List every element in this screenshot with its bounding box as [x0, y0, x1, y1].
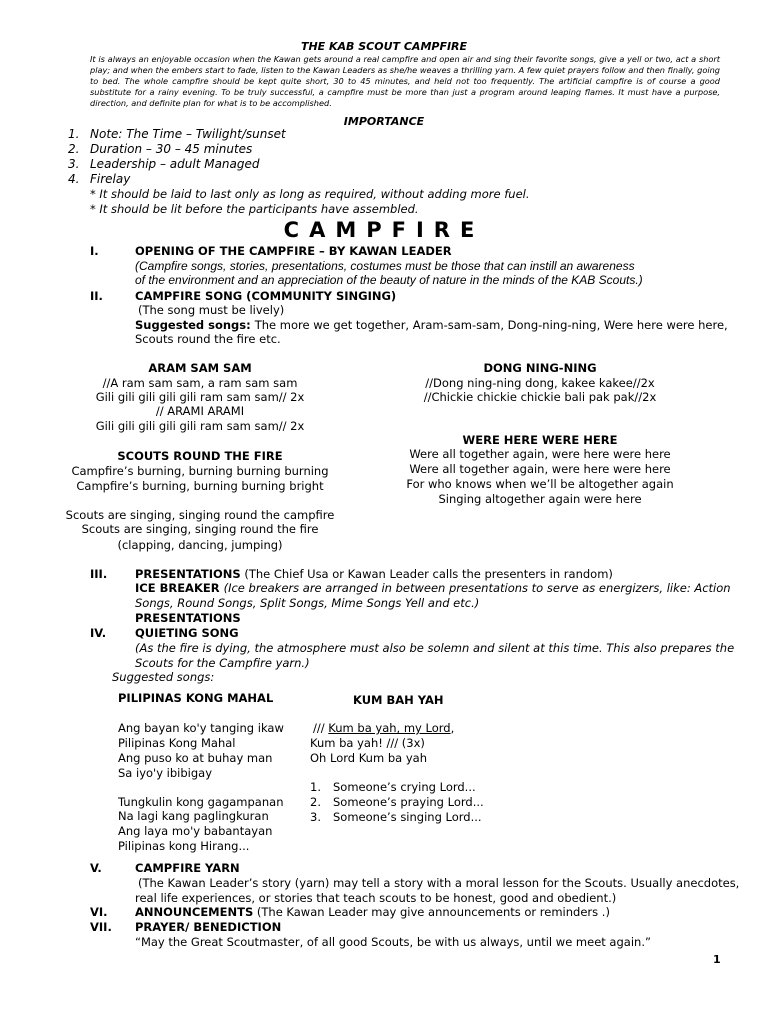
section-desc: (Campfire songs, stories, presentations, costumes must be those that can instill an awareness — [135, 259, 635, 273]
section-number: VI. — [90, 905, 108, 919]
section-desc: Scouts round the fire etc. — [135, 332, 281, 346]
song-line: Gili gili gili gili gili ram sam sam// 2x — [95, 419, 305, 433]
section-desc: (The Chief Usa or Kawan Leader calls the presenters in random) — [240, 567, 613, 581]
song-line: Ang laya mo'y babantayan — [118, 824, 273, 838]
section-title-campfire-yarn: CAMPFIRE YARN — [135, 861, 240, 875]
list-item: Someone’s crying Lord... — [333, 780, 476, 794]
benediction-quote: “May the Great Scoutmaster, of all good Scouts, be with us always, until we meet again.” — [135, 935, 651, 949]
section-title-announcements: ANNOUNCEMENTS — [135, 905, 254, 919]
song-line: Were all together again, were here were here — [409, 462, 671, 476]
section-number: V. — [90, 861, 102, 875]
list-item: Someone’s praying Lord... — [333, 795, 484, 809]
section-title-campfire-song: CAMPFIRE SONG (COMMUNITY SINGING) — [135, 289, 397, 303]
song-line: Na lagi kang paglingkuran — [118, 809, 269, 823]
importance-item: Duration – 30 – 45 minutes — [90, 142, 253, 156]
song-line: //A ram sam sam, a ram sam sam — [102, 376, 298, 390]
page-title: THE KAB SCOUT CAMPFIRE — [300, 40, 468, 53]
song-line: //Chickie chickie chickie bali pak pak//2x — [423, 390, 657, 404]
song-line: Pilipinas kong Hirang... — [118, 839, 250, 853]
suggested-songs-text: The more we get together, Aram-sam-sam, Dong-ning-ning, Were here were here, — [254, 318, 728, 332]
song-line — [313, 721, 454, 735]
list-item: Someone’s singing Lord... — [333, 810, 482, 824]
song-line: Kum ba yah! /// (3x) — [310, 736, 425, 750]
song-line: Ang bayan ko'y tanging ikaw — [118, 721, 284, 735]
ice-breaker-desc: (Ice breakers are arranged in between presentations to serve as energizers, like: Action — [223, 581, 731, 595]
song-line: Scouts are singing, singing round the fire — [81, 522, 319, 536]
section-title-quieting-song: QUIETING SONG — [135, 626, 239, 640]
song-title-scouts-round-the-fire: SCOUTS ROUND THE FIRE — [117, 449, 283, 463]
song-line: For who knows when we’ll be altogether again — [406, 477, 674, 491]
song-line: Scouts are singing, singing round the campfire — [65, 508, 335, 522]
section-desc: (The Kawan Leader’s story (yarn) may tell a story with a moral lesson for the Scouts. Usually anecdotes, — [138, 876, 740, 890]
song-line: Oh Lord Kum ba yah — [310, 751, 427, 765]
suggested-songs-label: Suggested songs: — [135, 318, 255, 332]
section-number: IV. — [90, 626, 107, 640]
section-number: I. — [90, 244, 99, 258]
song-line: Singing altogether again were here — [438, 492, 642, 506]
importance-number: 1. — [68, 127, 80, 141]
song-line-suffix: , — [450, 721, 455, 735]
song-line: Ang puso ko at buhay man — [118, 751, 273, 765]
section-announcements-line — [135, 905, 610, 919]
ice-breaker-desc: Songs, Round Songs, Split Songs, Mime Songs Yell and etc.) — [135, 596, 480, 610]
song-line: Campfire’s burning, burning burning burning — [71, 464, 329, 478]
importance-number: 2. — [68, 142, 80, 156]
section-title-prayer: PRAYER/ BENEDICTION — [135, 920, 282, 934]
section-number: III. — [90, 567, 108, 581]
song-line: Gili gili gili gili gili ram sam sam// 2x — [95, 390, 305, 404]
list-number: 1. — [310, 780, 321, 794]
song-line: Pilipinas Kong Mahal — [118, 736, 236, 750]
song-title-were-here-were-here: WERE HERE WERE HERE — [462, 433, 618, 447]
song-title-pilipinas-kong-mahal: PILIPINAS KONG MAHAL — [118, 691, 274, 705]
section-title-opening: OPENING OF THE CAMPFIRE – BY KAWAN LEADER — [135, 244, 452, 258]
song-title-kum-bah-yah: KUM BAH YAH — [353, 693, 444, 707]
song-line-underlined: Kum ba yah, my Lord — [328, 721, 451, 735]
section-desc: (The song must be lively) — [138, 303, 285, 317]
song-line: Were all together again, were here were here — [409, 447, 671, 461]
importance-number: 3. — [68, 157, 80, 171]
song-title-dong-ning-ning: DONG NING-NING — [483, 361, 597, 375]
firelay-note: * It should be laid to last only as long as required, without adding more fuel. — [90, 187, 530, 201]
ice-breaker-line — [135, 581, 731, 595]
presentations-label: PRESENTATIONS — [135, 611, 241, 625]
list-number: 3. — [310, 810, 321, 824]
importance-item: Note: The Time – Twilight/sunset — [90, 127, 286, 141]
page-number: 1 — [713, 953, 721, 966]
importance-item: Firelay — [90, 172, 131, 186]
intro-paragraph: It is always an enjoyable occasion when the Kawan gets around a real campfire and open air and sing their favorite songs, give a yell or two, act a short play; and when the embers start to fade, listen to the Kawan Leaders as she/he weaves a thrilling yarn. A few quiet prayers follow and then finally, going to bed. The whole campfire should be kept quite short, 30 to 45 minutes, and held not too frequently. The artificial campfire is of course a good substitute for a rainy evening. To be truly successful, a campfire must be more than just a program around leaping flames. It must have a purpose, direction, and definite plan for what is to be accomplished. — [90, 54, 720, 108]
song-line: Campfire’s burning, burning burning bright — [76, 479, 324, 493]
section-title-presentations: PRESENTATIONS — [135, 567, 241, 581]
campfire-heading: CAMPFIRE — [283, 218, 485, 242]
ice-breaker-label: ICE BREAKER — [135, 581, 224, 595]
song-line: Tungkulin kong gagampanan — [118, 795, 284, 809]
importance-number: 4. — [68, 172, 80, 186]
importance-heading: IMPORTANCE — [343, 115, 425, 128]
song-line-prefix: /// — [313, 721, 329, 735]
suggested-songs-line — [135, 318, 728, 332]
section-desc: of the environment and an appreciation of the beauty of nature in the minds of the KAB Scouts.) — [135, 273, 643, 287]
list-number: 2. — [310, 795, 321, 809]
song-line: Sa iyo'y ibibigay — [118, 766, 212, 780]
section-presentations-line — [135, 567, 613, 581]
firelay-note: * It should be lit before the participants have assembled. — [90, 202, 419, 216]
song-line: (clapping, dancing, jumping) — [117, 538, 283, 552]
section-desc: (As the fire is dying, the atmosphere must also be solemn and silent at this time. This also prepares the — [135, 641, 735, 655]
section-desc: (The Kawan Leader may give announcements or reminders .) — [253, 905, 610, 919]
suggested-songs-label: Suggested songs: — [112, 670, 215, 684]
song-title-aram-sam-sam: ARAM SAM SAM — [148, 361, 252, 375]
importance-item: Leadership – adult Managed — [90, 157, 260, 171]
section-desc: real life experiences, or stories that teach scouts to be honest, good and obedient.) — [135, 891, 617, 905]
section-number: II. — [90, 289, 103, 303]
song-line: //Dong ning-ning dong, kakee kakee//2x — [425, 376, 655, 390]
section-number: VII. — [90, 920, 112, 934]
song-line: // ARAMI ARAMI — [155, 404, 245, 418]
section-desc: Scouts for the Campfire yarn.) — [135, 656, 310, 670]
